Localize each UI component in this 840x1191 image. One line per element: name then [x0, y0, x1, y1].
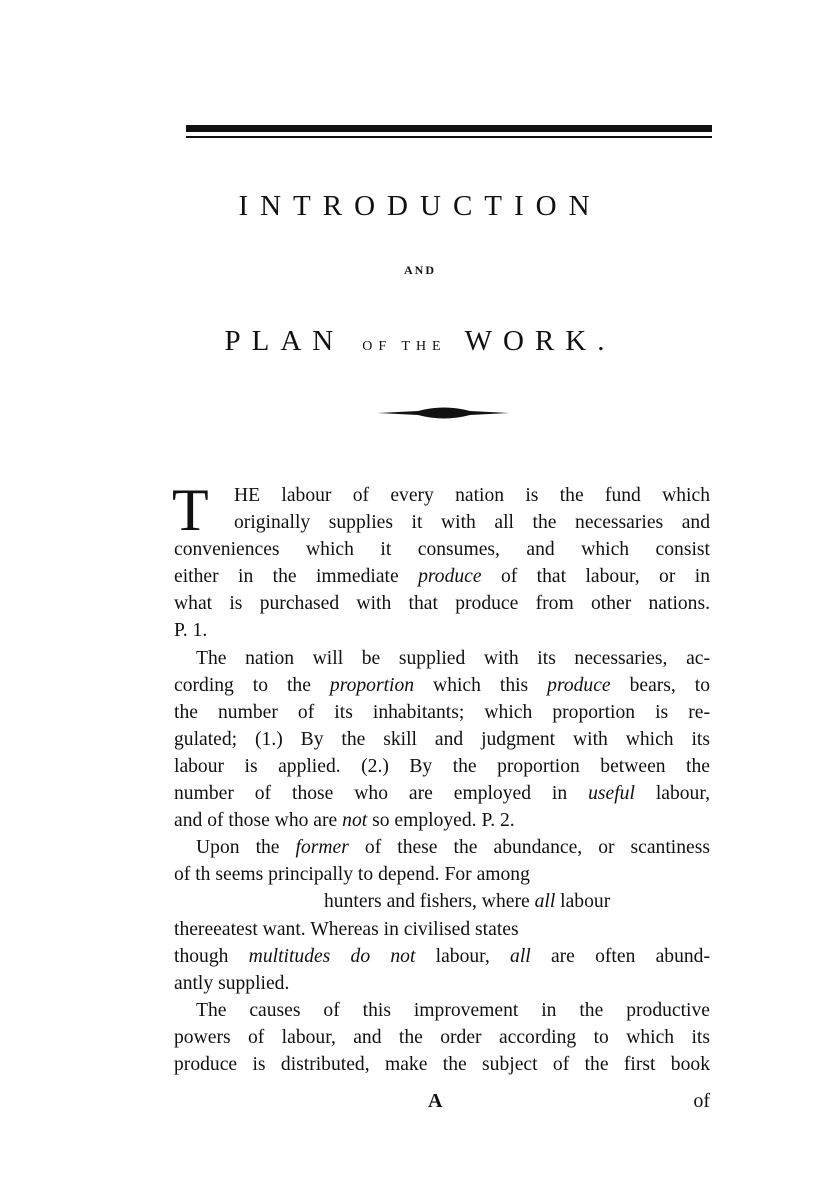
ornament-divider	[378, 404, 510, 422]
text-segment: proportion	[329, 674, 415, 696]
text-line	[174, 861, 710, 888]
page-footer	[174, 1090, 710, 1120]
text-segment: bears, to	[610, 674, 710, 696]
text-line	[174, 807, 710, 834]
signature-mark: A	[428, 1090, 443, 1112]
text-segment: useful	[588, 783, 635, 805]
heading-plan: PLAN	[224, 325, 345, 357]
text-segment: gulated; (1.) By the skill and judgment with which its	[174, 728, 710, 750]
text-segment: of that labour, or in	[481, 566, 710, 588]
text-segment: all	[510, 945, 531, 967]
text-line	[174, 916, 710, 943]
body-text	[172, 477, 710, 1078]
text-segment: not	[342, 810, 368, 832]
text-segment: number of those who are employed in	[174, 783, 589, 805]
text-segment: though	[174, 945, 249, 967]
text-line	[174, 617, 710, 644]
text-segment: and of those who are	[174, 810, 343, 832]
text-segment: labour	[555, 891, 611, 913]
heading-and: AND	[404, 263, 436, 277]
text-line	[174, 1051, 710, 1078]
text-segment: antly supplied.	[174, 972, 290, 994]
text-segment: conveniences which it consumes, and which consist	[174, 539, 710, 561]
text-segment: originally supplies it with all the necessaries and	[234, 512, 710, 534]
first-paragraph	[172, 477, 710, 645]
text-line	[174, 888, 710, 915]
text-line	[174, 482, 710, 509]
text-segment: there	[174, 918, 214, 940]
text-segment: labour is applied. (2.) By the proportion between the	[174, 755, 710, 777]
text-line	[174, 780, 710, 807]
text-segment: are often abund-	[530, 945, 710, 967]
text-line	[174, 1024, 710, 1051]
text-segment: Upon the	[196, 837, 296, 859]
text-segment: all	[534, 891, 556, 913]
heading-plan-of-the-work	[0, 325, 840, 358]
text-segment: of th	[174, 864, 211, 886]
text-segment: labour,	[415, 945, 511, 967]
text-line	[174, 645, 710, 672]
text-segment: which this	[414, 674, 548, 696]
text-segment: either in the immediate	[174, 566, 419, 588]
text-line	[174, 753, 710, 780]
text-segment: cording to the	[174, 674, 330, 696]
heading-work: WORK.	[464, 325, 616, 357]
heading-of-the: OF THE	[362, 339, 447, 354]
text-line	[174, 997, 710, 1024]
catchword: of	[693, 1090, 710, 1112]
text-line	[174, 536, 710, 563]
text-segment: former	[295, 837, 349, 859]
text-segment: multitudes do not	[248, 945, 416, 967]
text-line	[174, 726, 710, 753]
text-segment: so employed. P. 2.	[367, 810, 515, 832]
text-line	[174, 834, 710, 861]
text-line	[174, 672, 710, 699]
text-segment: powers of labour, and the order according to which its	[174, 1026, 710, 1048]
text-segment: produce	[418, 566, 482, 588]
text-segment: labour,	[634, 783, 710, 805]
text-segment: The causes of this improvement in the productive	[196, 999, 710, 1021]
top-double-rule	[186, 122, 712, 146]
text-segment: hunters and fishers, where	[324, 891, 535, 913]
text-line	[174, 590, 710, 617]
text-line	[174, 970, 710, 997]
text-line	[174, 563, 710, 590]
text-segment: produce is distributed, make the subject of the first book	[174, 1053, 710, 1075]
text-segment: of these the abundance, or scantiness	[348, 837, 710, 859]
text-segment: the number of its inhabitants; which proportion is re-	[174, 701, 710, 723]
text-segment: The nation will be supplied with its necessaries, ac-	[196, 647, 710, 669]
text-line	[174, 509, 710, 536]
text-line	[174, 699, 710, 726]
text-segment: produce	[547, 674, 611, 696]
text-line	[174, 943, 710, 970]
text-segment: what is purchased with that produce from other nations.	[174, 593, 710, 615]
text-segment: seems principally to depend. For among	[215, 864, 530, 886]
heading-introduction: INTRODUCTION	[238, 190, 602, 222]
drop-cap: T	[172, 477, 209, 543]
text-segment: eatest want. Whereas in civilised states	[213, 918, 519, 940]
text-segment: P. 1.	[174, 620, 208, 642]
text-segment: HE labour of every nation is the fund which	[234, 485, 710, 506]
